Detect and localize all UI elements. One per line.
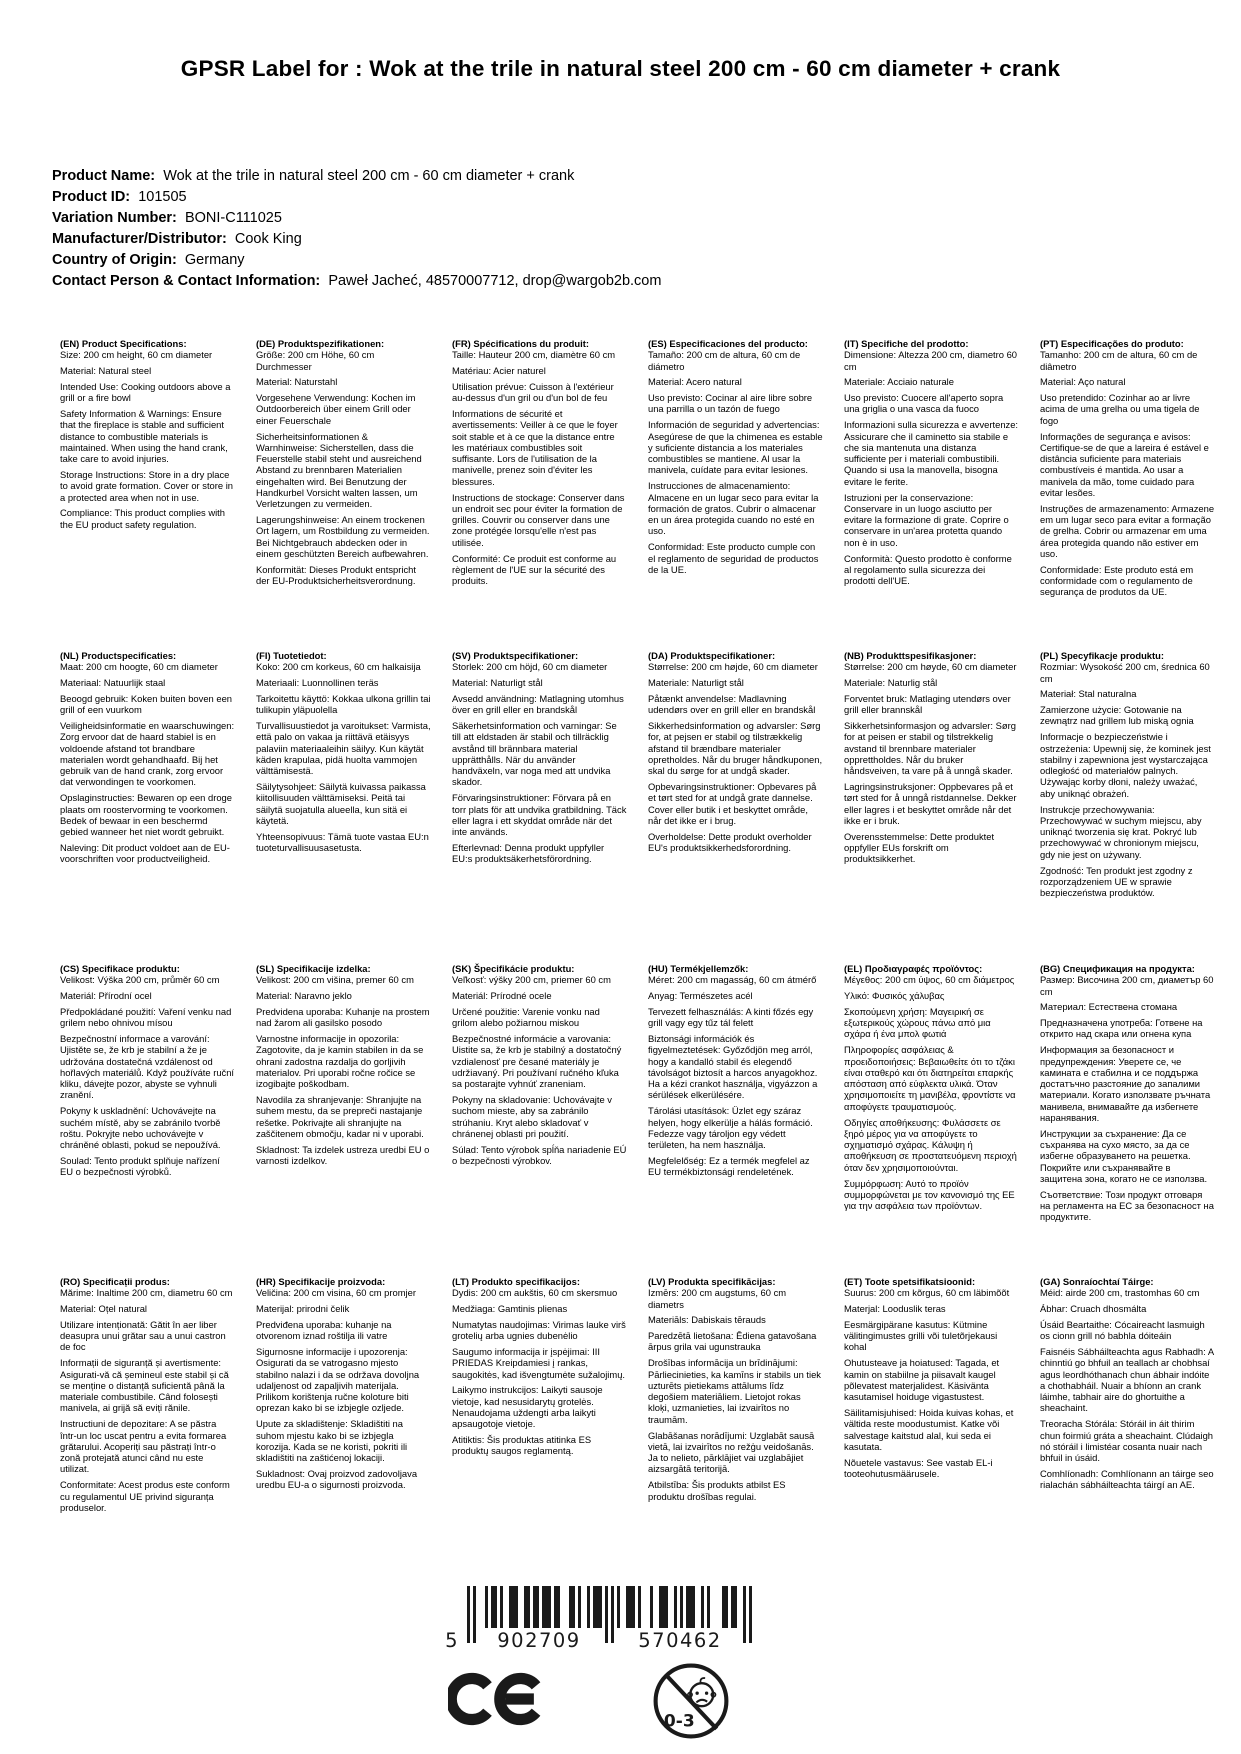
spec-paragraph: Påtænkt anvendelse: Madlavning udendørs over en grill eller en brandskål	[648, 692, 816, 716]
spec-paragraph: Koko: 200 cm korkeus, 60 cm halkaisija	[256, 661, 421, 673]
certification-marks-row	[0, 1662, 1241, 1745]
spec-paragraph: Navodila za shranjevanje: Shranjujte na suhem mestu, da se prepreči nastajanje rešetke. Pokrivajte ali shranjujte na zaščitenem območju, kadar ni v uporabi.	[256, 1093, 424, 1139]
spec-block	[648, 1276, 823, 1518]
spec-paragraph: Matériau: Acier naturel	[452, 365, 546, 377]
spec-paragraph: Atitiktis: Šis produktas atitinka ES produktų saugos reglamentą.	[452, 1434, 592, 1457]
spec-paragraph: Vorgesehene Verwendung: Kochen im Outdoorbereich über einem Grill oder einer Feuerschale	[256, 392, 416, 426]
spec-paragraph: Dydis: 200 cm aukštis, 60 cm skersmuo	[452, 1287, 618, 1299]
spec-paragraph: Compliance: This product complies with the EU product safety regulation.	[60, 507, 226, 530]
spec-paragraph: Съответствие: Този продукт отговаря на регламента на ЕС за безопасност на продуктите.	[1040, 1188, 1214, 1223]
page-title: GPSR Label for : Wok at the trile in natural steel 200 cm - 60 cm diameter + crank	[180, 56, 1061, 81]
spec-paragraph: Materiaal: Natuurlijk staal	[60, 677, 166, 689]
spec-paragraph: Upute za skladištenje: Skladištiti na suhom mjestu kako bi se izbjegla korozija. Kada se ne koristi, pokriti ili skladištiti na zaštićenoj lokaciji.	[256, 1418, 408, 1464]
spec-paragraph: Información de seguridad y advertencias: Asegúrese de que la chimenea es estable y suficiente distancia a los materiales combustibles se mantiene. Al usar la manivela, cuídate para evitar lesiones.	[648, 419, 823, 476]
spec-paragraph: Materiál: Prírodné ocele	[452, 990, 552, 1002]
spec-paragraph: Информация за безопасност и предупреждения: Уверете се, че камината е стабилна и се поддържа достатъчно разстояние до запалими материали. Когато използвате ръчната манивела, внимавайте да избегнете наранявания.	[1040, 1044, 1211, 1124]
spec-paragraph: Conformidade: Este produto está em conformidade com o regulamento de segurança de produtos da UE.	[1040, 563, 1194, 598]
spec-paragraph: Material: Acero natural	[648, 376, 742, 388]
spec-paragraph: Materiał: Stal naturalna	[1040, 688, 1137, 700]
info-value: BONI-C111025	[176, 210, 282, 226]
ce-mark-icon	[448, 1671, 546, 1732]
spec-paragraph: Tamaño: 200 cm de altura, 60 cm de diámetro	[648, 349, 801, 372]
spec-heading: (DA) Produktspecifikationer:	[648, 650, 776, 661]
spec-paragraph: Předpokládané použití: Vaření venku nad grilem nebo ohnivou mísou	[60, 1005, 232, 1029]
spec-paragraph: Megfelelőség: Ez a termék megfelel az EU termékbiztonsági rendeletének.	[648, 1154, 810, 1178]
spec-block	[60, 338, 235, 650]
spec-paragraph: Οδηγίες αποθήκευσης: Φυλάσσετε σε ξηρό μέρος για να αποφύγετε το σχηματισμό σχάρας. Κάλυψη ή αποθήκευση σε προστατευόμενη περιοχή όταν δεν χρησιμοποιούνται.	[844, 1116, 1017, 1173]
spec-paragraph: Súlad: Tento výrobok spĺňa nariadenie EÚ o bezpečnosti výrobkov.	[452, 1143, 627, 1166]
spec-paragraph: Dimensione: Altezza 200 cm, diametro 60 cm	[844, 349, 1018, 372]
spec-block	[256, 650, 431, 963]
spec-paragraph: Lagerungshinweise: An einem trockenen Ort lagern, um Rostbildung zu vermeiden. Bei Nichtgebrauch abdecken oder in einem geschützten Bereich aufbewahren.	[256, 514, 430, 560]
spec-paragraph: Drošības informācija un brīdinājumi: Pārliecinieties, ka kamīns ir stabils un tiek uzturēts pietiekams attālums līdz degošiem materiāliem. Lietojot rokas kloķi, uzmanieties, lai izvairītos no traumām.	[648, 1357, 821, 1425]
spec-paragraph: Soulad: Tento produkt splňuje nařízení EU o bezpečnosti výrobků.	[60, 1154, 220, 1178]
product-info-block	[52, 166, 661, 292]
spec-heading: (SL) Specifikacije izdelka:	[256, 963, 371, 974]
spec-paragraph: Tárolási utasítások: Üzlet egy száraz helyen, hogy elkerülje a hálás formáció. Fedezze vagy tároljon egy védett területen, ha nem használja.	[648, 1105, 813, 1151]
spec-paragraph: Atbilstība: Šis produkts atbilst ES produktu drošības regulai.	[648, 1479, 786, 1502]
spec-paragraph: Storage Instructions: Store in a dry place to avoid grate formation. Cover or store in a protected area when not in use.	[60, 468, 233, 503]
info-label: Manufacturer/Distributor:	[52, 231, 227, 247]
spec-heading: (DE) Produktspezifikationen:	[256, 338, 385, 349]
spec-paragraph: Intended Use: Cooking outdoors above a grill or a fire bowl	[60, 380, 231, 404]
spec-paragraph: Overensstemmelse: Dette produktet oppfyller EUs forskrift om produktsikkerhet.	[844, 830, 995, 865]
spec-paragraph: Laikymo instrukcijos: Laikyti sausoje vietoje, kad nesusidarytų grotelės. Nenaudojama uždengti arba laikyti apsaugotoje vietoje.	[452, 1384, 603, 1430]
spec-heading: (NB) Produkttspesifikasjoner:	[844, 650, 977, 661]
spec-paragraph: Avsedd användning: Matlagning utomhus över en grill eller en brandskål	[452, 692, 624, 716]
spec-paragraph: Tamanho: 200 cm de altura, 60 cm de diâmetro	[1040, 349, 1198, 372]
spec-heading: (SV) Produktspecifikationer:	[452, 650, 579, 661]
spec-block	[60, 650, 235, 963]
spec-paragraph: Materiaali: Luonnollinen teräs	[256, 677, 379, 689]
spec-paragraph: Instructiuni de depozitare: A se păstra într-un loc uscat pentru a evita formarea grătarului. Acoperiți sau păstrați într-o zonă protejată atunci când nu este utilizat.	[60, 1418, 227, 1475]
spec-paragraph: Mărime: Inaltime 200 cm, diametru 60 cm	[60, 1287, 233, 1299]
spec-block	[452, 338, 627, 650]
spec-heading: (NL) Productspecificaties:	[60, 650, 177, 661]
spec-block	[256, 963, 431, 1276]
spec-paragraph: Úsáid Beartaithe: Cócaireacht lasmuigh os cionn grill nó babhla dóiteáin	[1040, 1318, 1205, 1342]
spec-paragraph: Storlek: 200 cm höjd, 60 cm diameter	[452, 661, 608, 673]
spec-block	[60, 1276, 235, 1518]
spec-paragraph: Material: Naturstahl	[256, 376, 338, 388]
spec-paragraph: Sikkerhetsinformasjon og advarsler: Sørg for at peisen er stabil og tilstrekkelig avstand til brennbare materialer opprettholdes. Når du bruker håndsveiven, ta vare på å unngå skader.	[844, 719, 1016, 777]
spec-heading: (SK) Špecifikácie produktu:	[452, 963, 575, 974]
spec-heading: (RO) Specificații produs:	[60, 1276, 170, 1287]
spec-block	[452, 963, 627, 1276]
spec-paragraph: Velikost: Výška 200 cm, průměr 60 cm	[60, 974, 220, 986]
spec-block	[452, 650, 627, 963]
spec-paragraph: Materiale: Naturligt stål	[648, 677, 744, 689]
spec-heading: (PL) Specyfikacje produktu:	[1040, 650, 1164, 661]
spec-paragraph: Πληροφορίες ασφάλειας & προειδοποιήσεις: Βεβαιωθείτε ότι το τζάκι είναι σταθερό και ότι διατηρείται επαρκής απόσταση από εύφλεκτα υλικά. Όταν χρησιμοποιείτε τη μανιβέλα, φροντίστε να αποφύγετε τραυματισμούς.	[844, 1044, 1016, 1112]
spec-paragraph: Predviđena uporaba: kuhanje na otvorenom iznad roštilja ili vatre	[256, 1318, 392, 1342]
spec-paragraph: Informazioni sulla sicurezza e avvertenze: Assicurare che il caminetto sia stabile e che sia mantenuta una distanza sufficiente per i materiali combustibili. Quando si usa la manovella, bisogna evitare le ferite.	[844, 419, 1019, 487]
spec-paragraph: Utilisation prévue: Cuisson à l'extérieur au-dessus d'un gril ou d'un bol de feu	[452, 380, 614, 404]
spec-paragraph: Sigurnosne informacije i upozorenja: Osigurati da se vatrogasno mjesto stabilno nalazi i da se održava dovoljna udaljenost od zapaljivih materijala. Prilikom korištenja ručne koloture biti oprezan kako bi se izbjegle ozljede.	[256, 1345, 420, 1414]
spec-paragraph: Størrelse: 200 cm højde, 60 cm diameter	[648, 661, 818, 673]
product-info-line	[52, 166, 661, 187]
spec-paragraph: Informații de siguranță și avertismente: Asigurati-vă că șemineul este stabil și că se menține o distanță suficientă până la materiale combustibile. Când folosești manivela, ai grijă să eviți rănile.	[60, 1357, 229, 1414]
spec-paragraph: Säkerhetsinformation och varningar: Se till att eldstaden är stabil och tillräcklig avstånd till brännbara material upprätthålls. När du använder handväxeln, var noga med att undvika skador.	[452, 719, 617, 788]
spec-paragraph: Varnostne informacije in opozorila: Zagotovite, da je kamin stabilen in da se ohrani zadostna razdalja do gorljivih materialov. Pri uporabi ročne ročice se izogibajte poškodbam.	[256, 1032, 424, 1090]
spec-paragraph: Μέγεθος: 200 cm ύψος, 60 cm διάμετρος	[844, 974, 1015, 986]
spec-paragraph: Méret: 200 cm magasság, 60 cm átmérő	[648, 974, 817, 986]
spec-heading: (CS) Specifikace produktu:	[60, 963, 180, 974]
spec-paragraph: Maat: 200 cm hoogte, 60 cm diameter	[60, 661, 218, 673]
spec-paragraph: Ohutusteave ja hoiatused: Tagada, et kamin on stabiilne ja piisavalt kaugel põlevatest materjalidest. Käsivänta kasutamisel hoiduge vigastustest.	[844, 1357, 1000, 1403]
spec-paragraph: Pokyny k uskladnění: Uchovávejte na suchém místě, aby se zabránilo tvorbě roštu. Pokryjte nebo uchovávejte v chráněné oblasti, pokud se nepoužívá.	[60, 1105, 221, 1151]
spec-paragraph: Forventet bruk: Matlaging utendørs over grill eller brannskål	[844, 692, 1011, 716]
spec-paragraph: Lagringsinstruksjoner: Oppbevares på et tørt sted for å unngå ristdannelse. Dekker eller lagres i et beskyttet område når det ikke er i bruk.	[844, 780, 1017, 826]
spec-paragraph: Material: Oțel natural	[60, 1303, 148, 1315]
spec-paragraph: Predvidena uporaba: Kuhanje na prostem nad žarom ali gasilsko posodo	[256, 1005, 430, 1029]
spec-paragraph: Skladnost: Ta izdelek ustreza uredbi EU o varnosti izdelkov.	[256, 1143, 430, 1166]
product-info-line	[52, 271, 661, 292]
spec-paragraph: Størrelse: 200 cm høyde, 60 cm diameter	[844, 661, 1017, 673]
spec-heading: (GA) Sonraíochtaí Táirge:	[1040, 1276, 1154, 1287]
spec-heading: (LV) Produkta specifikācijas:	[648, 1276, 776, 1287]
barcode-section	[0, 1586, 1241, 1650]
spec-paragraph: Material: Aço natural	[1040, 376, 1126, 388]
spec-heading: (LT) Produkto specifikacijos:	[452, 1276, 580, 1287]
spec-paragraph: Förvaringsinstruktioner: Förvara på en torr plats för att undvika gratbildning. Täck eller lagra i ett skyddat område när det inte används.	[452, 792, 627, 838]
spec-heading: (HR) Specifikacije proizvoda:	[256, 1276, 386, 1287]
info-label: Variation Number:	[52, 210, 177, 226]
spec-paragraph: Rozmiar: Wysokość 200 cm, średnica 60 cm	[1040, 661, 1210, 684]
spec-paragraph: Предназначена употреба: Готвене на открито над скара или огнена купа	[1040, 1017, 1203, 1040]
spec-paragraph: Ábhar: Cruach dhosmálta	[1040, 1303, 1147, 1315]
info-value: Cook King	[226, 231, 302, 247]
info-label: Country of Origin:	[52, 252, 177, 268]
spec-paragraph: Conformità: Questo prodotto è conforme al regolamento sulla sicurezza dei prodotti dell'UE.	[844, 552, 1012, 587]
spec-block	[648, 650, 823, 963]
spec-paragraph: Uso previsto: Cuocere all'aperto sopra una griglia o una vasca da fuoco	[844, 392, 1004, 415]
spec-block	[648, 963, 823, 1276]
spec-paragraph: Informacje o bezpieczeństwie i ostrzeżenia: Upewnij się, że kominek jest stabilny i zapewniona jest wystarczająca odległość od materiałów palnych. Używając korby dłoni, należy uważać, aby uniknąć obrażeń.	[1040, 731, 1211, 799]
spec-paragraph: Comhlíonadh: Comhlíonann an táirge seo rialachán sábháilteachta táirgí an AE.	[1040, 1467, 1214, 1491]
info-value: 101505	[130, 189, 187, 205]
spec-paragraph: Sukladnost: Ovaj proizvod zadovoljava uredbu EU-a o sigurnosti proizvoda.	[256, 1467, 418, 1491]
spec-paragraph: Treoracha Stórála: Stóráil in áit thirim chun foirmiú gráta a sheachaint. Clúdaigh nó stóráil i limistéar cosanta nuair nach bhfuil in úsáid.	[1040, 1418, 1214, 1464]
spec-paragraph: Suurus: 200 cm kõrgus, 60 cm läbimõõt	[844, 1287, 1010, 1299]
info-label: Product Name:	[52, 168, 156, 184]
spec-heading: (IT) Specifiche del prodotto:	[844, 338, 969, 349]
spec-block	[844, 963, 1019, 1276]
spec-block	[844, 650, 1019, 963]
spec-block	[1040, 338, 1215, 650]
spec-block	[452, 1276, 627, 1518]
language-spec-grid	[60, 338, 1215, 1518]
spec-paragraph: Tarkoitettu käyttö: Kokkaa ulkona grillin tai tulikupin yläpuolella	[256, 692, 431, 716]
spec-paragraph: Zgodność: Ten produkt jest zgodny z rozporządzeniem UE w sprawie bezpieczeństwa produktów.	[1040, 864, 1193, 899]
spec-paragraph: Größe: 200 cm Höhe, 60 cm Durchmesser	[256, 349, 375, 372]
spec-paragraph: Uso previsto: Cocinar al aire libre sobre una parrilla o un tazón de fuego	[648, 392, 813, 415]
spec-block	[844, 1276, 1019, 1518]
spec-paragraph: Eesmärgipärane kasutus: Kütmine välitingimustes grilli või tuletõrjekausi kohal	[844, 1318, 998, 1353]
spec-paragraph: Материал: Естествена стомана	[1040, 1001, 1178, 1013]
spec-paragraph: Materijal: prirodni čelik	[256, 1303, 350, 1315]
spec-paragraph: Size: 200 cm height, 60 cm diameter	[60, 349, 213, 361]
spec-paragraph: Materiale: Acciaio naturale	[844, 376, 954, 388]
spec-heading: (HU) Termékjellemzők:	[648, 963, 749, 974]
spec-paragraph: Veiligheidsinformatie en waarschuwingen: Zorg ervoor dat de haard stabiel is en voldoende afstand tot brandbare materialen wordt gehandhaafd. Bij het gebruik van de hand crank, zorg ervoor dat verwondingen te voorkomen.	[60, 719, 235, 788]
spec-block	[1040, 1276, 1215, 1518]
barcode-digits: 902709	[497, 1629, 581, 1650]
spec-paragraph: Material: Naturligt stål	[452, 677, 543, 689]
spec-paragraph: Safety Information & Warnings: Ensure that the fireplace is stable and sufficient distance to combustible materials is maintained. When using the hand crank, take care to avoid injuries.	[60, 407, 228, 465]
info-value: Wok at the trile in natural steel 200 cm - 60 cm diameter + crank	[155, 168, 575, 184]
spec-paragraph: Turvallisuustiedot ja varoitukset: Varmista, että palo on vakaa ja riittävä etäisyys palaviin materiaaleihin säilyy. Kun käytät käden krapulaa, pidä huolta vammojen välttämisestä.	[256, 719, 431, 777]
spec-paragraph: Material: Natural steel	[60, 365, 152, 377]
spec-block	[1040, 650, 1215, 963]
spec-paragraph: Instructions de stockage: Conserver dans un endroit sec pour éviter la formation de grilles. Couvrir ou conserver dans une zone protégée lorsqu'elle n'est pas utilisée.	[452, 491, 625, 548]
spec-paragraph: Efterlevnad: Denna produkt uppfyller EU:s produktsäkerhetsförordning.	[452, 841, 605, 865]
spec-paragraph: Informações de segurança e avisos: Certifique-se de que a lareira é estável e distância suficiente para materiais combustíveis é mantida. Ao usar a manivela da mão, tome cuidado para evitar lesões.	[1040, 430, 1209, 499]
spec-paragraph: Conformitate: Acest produs este conform cu regulamentul UE privind siguranța produselor.	[60, 1479, 230, 1513]
spec-paragraph: Veličina: 200 cm visina, 60 cm promjer	[256, 1287, 416, 1299]
spec-paragraph: Istruzioni per la conservazione: Conservare in un luogo asciutto per evitare la formazione di grate. Coprire o conservare in un'area protetta quando non è in uso.	[844, 491, 1009, 548]
age-warning-0-3-icon	[652, 1662, 730, 1745]
spec-heading: (FR) Spécifications du produit:	[452, 338, 589, 349]
spec-paragraph: Säilytysohjeet: Säilytä kuivassa paikassa kiitollisuuden välttämiseksi. Peitä tai säilytä suojatulla alueella, kun sitä ei käytetä.	[256, 780, 426, 826]
spec-paragraph: Materiál: Přírodní ocel	[60, 990, 152, 1002]
spec-paragraph: Инструкции за съхранение: Да се съхранява на сухо място, за да се избегне образуването на решетка. Покрийте или съхранявайте в защитена зона, когато не се използва.	[1040, 1127, 1208, 1185]
spec-paragraph: Bezpečnostné informácie a varovania: Uistite sa, že krb je stabilný a dostatočný vzdialenosť pre česané materiály je udržiavaný. Pri používaní ručného kľuka sa postarajte vyhnúť zraneniam.	[452, 1032, 622, 1090]
spec-paragraph: Utilizare intenționată: Gătit în aer liber deasupra unui grătar sau a unui castron de foc	[60, 1318, 226, 1353]
spec-paragraph: Velikost: 200 cm višina, premer 60 cm	[256, 974, 414, 986]
spec-paragraph: Conformidad: Este producto cumple con el reglamento de seguridad de productos de la UE.	[648, 541, 819, 575]
spec-paragraph: Pokyny na skladovanie: Uchovávajte v suchom mieste, aby sa zabránilo strúhaniu. Kryt alebo skladovať v chránenej oblasti pri použití.	[452, 1093, 612, 1139]
age-warning-text: 0-3	[663, 1711, 695, 1732]
spec-paragraph: Instrukcje przechowywania: Przechowywać w suchym miejscu, aby uniknąć tworzenia się krat. Pokryć lub przechowywać w chronionym miejscu, gdy nie jest on używany.	[1040, 803, 1202, 860]
product-info-line	[52, 208, 661, 229]
spec-paragraph: Numatytas naudojimas: Virimas lauke virš grotelių arba ugnies dubenėlio	[452, 1318, 626, 1342]
spec-paragraph: Glabāšanas norādījumi: Uzglabāt sausā vietā, lai izvairītos no režģu veidošanās. Ja to nelieto, pārklājiet vai uzglabājiet aizsargātā teritorijā.	[648, 1429, 815, 1475]
info-value: Paweł Jacheć, 48570007712, drop@wargob2b.com	[320, 273, 662, 289]
product-info-line	[52, 187, 661, 208]
spec-paragraph: Instrucciones de almacenamiento: Almacene en un lugar seco para evitar la formación de gratos. Cubrir o almacenar en un área protegida cuando no esté en uso.	[648, 480, 819, 537]
product-info-line	[52, 229, 661, 250]
spec-block	[60, 963, 235, 1276]
spec-paragraph: Materjal: Looduslik teras	[844, 1303, 946, 1315]
spec-paragraph: Veľkosť: výšky 200 cm, priemer 60 cm	[452, 974, 611, 986]
spec-paragraph: Συμμόρφωση: Αυτό το προϊόν συμμορφώνεται με τον κανονισμό της ΕΕ για την ασφάλεια των προϊόντων.	[844, 1177, 1015, 1212]
spec-paragraph: Izmērs: 200 cm augstums, 60 cm diametrs	[648, 1287, 787, 1310]
spec-block	[256, 338, 431, 650]
info-label: Product ID:	[52, 189, 131, 205]
spec-paragraph: Materiale: Naturlig stål	[844, 677, 938, 689]
info-label: Contact Person & Contact Information:	[52, 273, 321, 289]
spec-paragraph: Overholdelse: Dette produkt overholder EU's produktsikkerhedsforordning.	[648, 830, 812, 853]
spec-paragraph: Uso pretendido: Cozinhar ao ar livre acima de uma grelha ou uma tigela de fogo	[1040, 392, 1200, 426]
spec-paragraph: Zamierzone użycie: Gotowanie na zewnątrz nad grillem lub miską ognia	[1040, 704, 1194, 727]
spec-paragraph: Naleving: Dit product voldoet aan de EU-voorschriften voor productveiligheid.	[60, 841, 230, 865]
spec-paragraph: Conformité: Ce produit est conforme au règlement de l'UE sur la sécurité des produits.	[452, 552, 617, 587]
spec-paragraph: Informations de sécurité et avertissements: Veiller à ce que le foyer soit stable et à ce que la distance entre les matériaux combustibles soit suffisante. Lors de l'utilisation de la manivelle, prenez soin d'éviter les blessures.	[452, 407, 618, 487]
spec-heading: (ET) Toote spetsifikatsioonid:	[844, 1276, 976, 1287]
spec-paragraph: Faisnéis Sábháilteachta agus Rabhadh: A chinntiú go bhfuil an teallach ar chobhsaí agus leordhóthanach chun ábhair indóite a chothabháil. Nuair a bhíonn an crank láimhe, tabhair aire do ghortuithe a sheachaint.	[1040, 1345, 1214, 1414]
spec-paragraph: Υλικό: Φυσικός χάλυβας	[844, 990, 945, 1002]
spec-paragraph: Biztonsági információk és figyelmeztetések: Győződjön meg arról, hogy a kandalló stabil és elegendő távolságot biztosít a harcos anyagokhoz. Ha a kézi crankot használja, vigyázzon a sérülések elkerülésére.	[648, 1032, 818, 1101]
spec-heading: (EN) Product Specifications:	[60, 338, 187, 349]
spec-heading: (BG) Спецификация на продукта:	[1040, 963, 1195, 974]
spec-heading: (FI) Tuotetiedot:	[256, 650, 327, 661]
spec-paragraph: Σκοπούμενη χρήση: Μαγειρική σε εξωτερικούς χώρους πάνω από μια σχάρα ή ένα μπολ φωτιά	[844, 1005, 991, 1040]
spec-paragraph: Nõuetele vastavus: See vastab EL-i tooteohutusmäärusele.	[844, 1456, 993, 1479]
spec-paragraph: Konformität: Dieses Produkt entspricht der EU-Produktsicherheitsverordnung.	[256, 563, 416, 587]
spec-paragraph: Sicherheitsinformationen & Warnhinweise: Sicherstellen, dass die Feuerstelle stabil steht und ausreichend Abstand zu brennbaren Materialien eingehalten wird. Bei Benutzung der Handkurbel Vorsicht walten lassen, um Verletzungen zu vermeiden.	[256, 430, 422, 510]
spec-paragraph: Sikkerhedsinformation og advarsler: Sørg for, at pejsen er stabil og tilstrækkelig afstand til brændbare materialer opretholdes. Når du bruger håndkuponen, skal du sørge for at undgå skader.	[648, 719, 823, 777]
spec-paragraph: Anyag: Természetes acél	[648, 990, 753, 1002]
barcode-digits: 570462	[638, 1629, 722, 1650]
spec-paragraph: Bezpečnostní informace a varování: Ujistěte se, že krb je stabilní a že je udržována dostatečná vzdálenost od hořlavých materiálů. Když používáte ruční kliku, dávejte pozor, abyste se vyhnuli zranění.	[60, 1032, 235, 1101]
barcode-digits: 5	[445, 1629, 459, 1650]
product-info-line	[52, 250, 661, 271]
spec-paragraph: Yhteensopivuus: Tämä tuote vastaa EU:n tuoteturvallisuusasetusta.	[256, 830, 429, 853]
spec-paragraph: Tervezett felhasználás: A kinti főzés egy grill vagy egy tűz tál felett	[648, 1005, 814, 1029]
spec-paragraph: Размер: Височина 200 cm, диаметър 60 cm	[1040, 974, 1214, 997]
spec-block	[844, 338, 1019, 650]
ean13-barcode	[443, 1586, 765, 1650]
spec-paragraph: Méid: airde 200 cm, trastomhas 60 cm	[1040, 1287, 1200, 1299]
spec-paragraph: Opslaginstructies: Bewaren op een droge plaats om roostervorming te voorkomen. Bedek of bewaar in een beschermd gebied wanneer het niet wordt gebruikt.	[60, 792, 232, 838]
spec-paragraph: Beoogd gebruik: Koken buiten boven een grill of een vuurkom	[60, 692, 233, 716]
spec-paragraph: Säilitamisjuhised: Hoida kuivas kohas, et vältida reste moodustumist. Katke või salvestage kaitstud alal, kui seda ei kasutata.	[844, 1406, 1014, 1452]
spec-paragraph: Saugumo informacija ir įspėjimai: III PRIEDAS Kreipdamiesi į rankas, saugokitės, kad išvengtumėte sužalojimų.	[452, 1345, 626, 1380]
info-value: Germany	[176, 252, 245, 268]
spec-block	[648, 338, 823, 650]
spec-paragraph: Medžiaga: Gamtinis plienas	[452, 1303, 568, 1315]
spec-paragraph: Taille: Hauteur 200 cm, diamètre 60 cm	[452, 349, 616, 361]
spec-paragraph: Opbevaringsinstruktioner: Opbevares på et tørt sted for at undgå grate dannelse. Cover eller butik i et beskyttet område, når det ikke er i brug.	[648, 780, 817, 826]
spec-paragraph: Určené použitie: Varenie vonku nad grilom alebo požiarnou miskou	[452, 1005, 600, 1029]
spec-paragraph: Instruções de armazenamento: Armazene em um lugar seco para evitar a formação de grelha. Cobrir ou armazenar em uma área protegida quando não estiver em uso.	[1040, 502, 1215, 560]
certification-marks	[448, 1662, 730, 1745]
spec-paragraph: Materiāls: Dabiskais tērauds	[648, 1314, 766, 1326]
spec-heading: (EL) Προδιαγραφές προϊόντος:	[844, 963, 983, 974]
spec-block	[1040, 963, 1215, 1276]
spec-heading: (ES) Especificaciones del producto:	[648, 338, 808, 349]
spec-paragraph: Paredzētā lietošana: Ēdiena gatavošana ārpus grila vai ugunstrauka	[648, 1330, 817, 1353]
spec-paragraph: Material: Naravno jeklo	[256, 990, 352, 1002]
spec-block	[256, 1276, 431, 1518]
spec-heading: (PT) Especificações do produto:	[1040, 338, 1184, 349]
